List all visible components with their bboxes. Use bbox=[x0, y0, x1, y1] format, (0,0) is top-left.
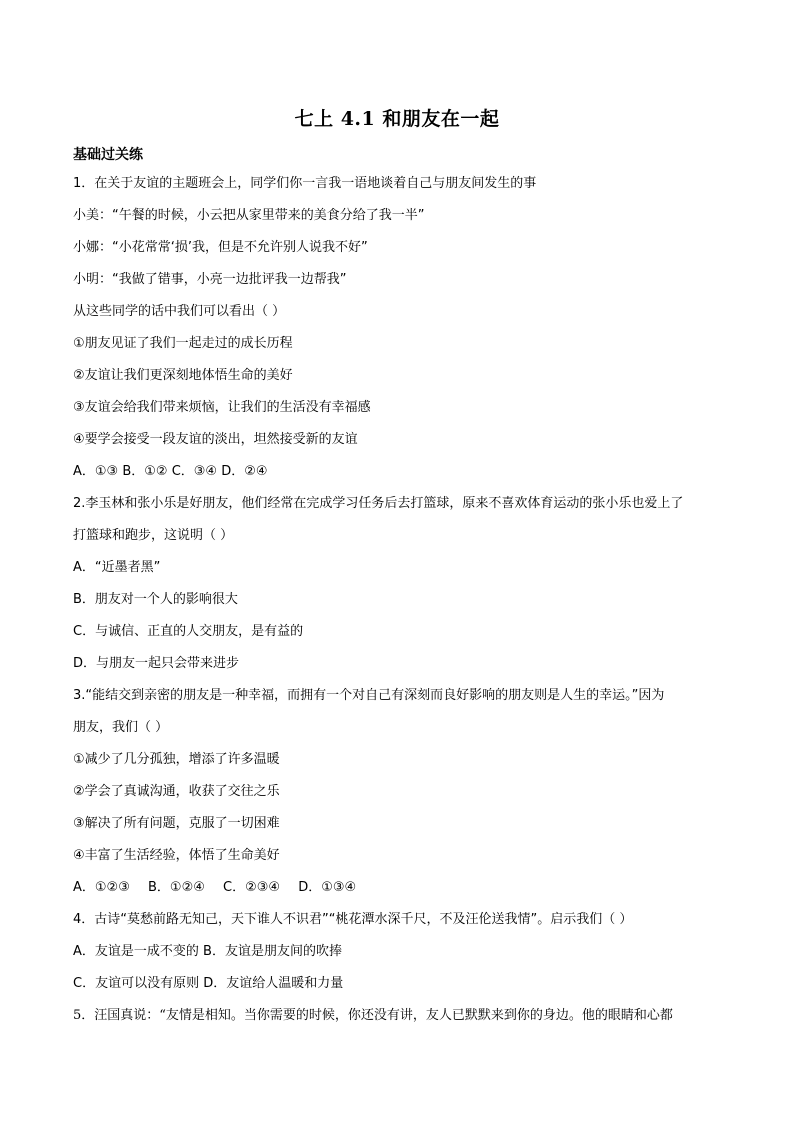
q3-option-c: C．②③④ bbox=[223, 880, 281, 895]
q3-option-b: B．①②④ bbox=[148, 880, 205, 895]
q4-stem: 4．古诗“莫愁前路无知己，天下谁人不识君”“桃花潭水深千尺，不及汪伦送我情”。启示我们（ ） bbox=[73, 912, 633, 927]
q2-option-b: B．朋友对一个人的影响很大 bbox=[73, 592, 238, 607]
document-title: 七上 4.1 和朋友在一起 bbox=[294, 108, 500, 130]
q1-quote-3: 小明：“我做了错事，小亮一边批评我一边帮我” bbox=[73, 272, 347, 287]
q3-item: ①减少了几分孤独，增添了许多温暖 bbox=[73, 752, 280, 767]
q1-quote-2: 小娜：“小花常常‘损’我，但是不允许别人说我不好” bbox=[73, 240, 368, 255]
question-list bbox=[73, 173, 723, 1037]
q1-item: ④要学会接受一段友谊的淡出，坦然接受新的友谊 bbox=[73, 432, 358, 447]
q1-item: ②友谊让我们更深刻地体悟生命的美好 bbox=[73, 368, 293, 383]
q3-option-d: D．①③④ bbox=[298, 880, 357, 895]
q1-quote-1: 小美：“午餐的时候，小云把从家里带来的美食分给了我一半” bbox=[73, 208, 425, 223]
q2-option-a: A．“近墨者黑” bbox=[73, 560, 161, 575]
q2-stem-line-1: 2.李玉林和张小乐是好朋友，他们经常在完成学习任务后去打篮球，原来不喜欢体育运动的张小乐也爱上了 bbox=[73, 496, 684, 511]
q1-stem: 1．在关于友谊的主题班会上，同学们你一言我一语地谈着自己与朋友间发生的事 bbox=[73, 176, 537, 191]
q2-option-d: D．与朋友一起只会带来进步 bbox=[73, 656, 240, 671]
q3-item: ④丰富了生活经验，体悟了生命美好 bbox=[73, 848, 280, 863]
q3-stem-line-2: 朋友，我们（ ） bbox=[73, 720, 169, 735]
section-heading: 基础过关练 bbox=[73, 147, 143, 163]
q4-options-line-2: C．友谊可以没有原则 D．友谊给人温暖和力量 bbox=[73, 976, 344, 991]
q3-stem-line-1: 3.“能结交到亲密的朋友是一种幸福，而拥有一个对自己有深刻而良好影响的朋友则是人生的幸运。”因为 bbox=[73, 688, 665, 703]
q3-options bbox=[73, 877, 723, 909]
q1-item: ①朋友见证了我们一起走过的成长历程 bbox=[73, 336, 293, 351]
q1-options: A．①③ B．①② C．③④ D．②④ bbox=[73, 464, 268, 479]
q1-question: 从这些同学的话中我们可以看出（ ） bbox=[73, 304, 286, 319]
q5-stem: 5．汪国真说：“友情是相知。当你需要的时候，你还没有讲，友人已默默来到你的身边。他的眼睛和心都 bbox=[73, 1008, 673, 1023]
q3-option-a: A．①②③ bbox=[73, 880, 130, 895]
q1-item: ③友谊会给我们带来烦恼，让我们的生活没有幸福感 bbox=[73, 400, 371, 415]
q2-option-c: C．与诚信、正直的人交朋友，是有益的 bbox=[73, 624, 304, 639]
q3-item: ②学会了真诚沟通，收获了交往之乐 bbox=[73, 784, 280, 799]
q3-item: ③解决了所有问题，克服了一切困难 bbox=[73, 816, 280, 831]
q4-options-line-1: A．友谊是一成不变的 B．友谊是朋友间的吹捧 bbox=[73, 944, 342, 959]
q2-stem-line-2: 打篮球和跑步，这说明（ ） bbox=[73, 528, 234, 543]
